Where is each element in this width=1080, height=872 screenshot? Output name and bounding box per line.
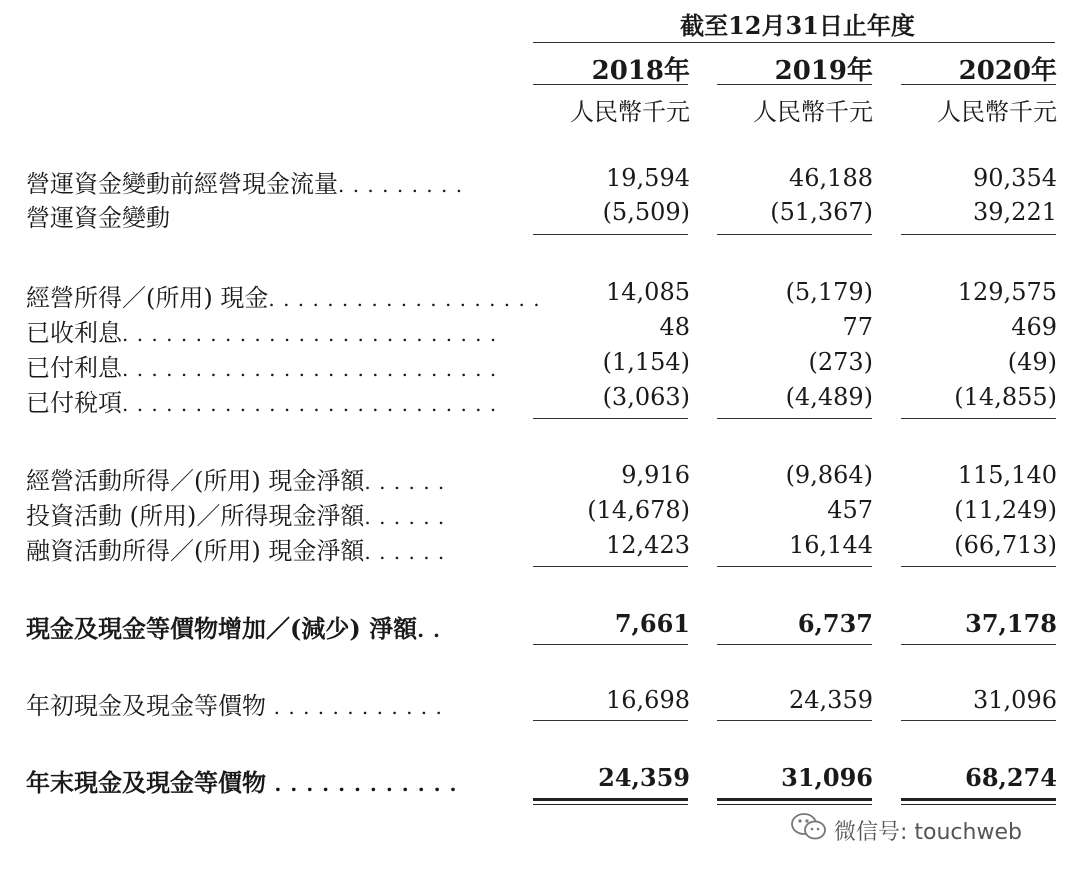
row-value: (273) (808, 348, 873, 376)
row-label: 已收利息. . . . . . . . . . . . . . . . . . . . . . . . . . (26, 319, 498, 347)
unit-2020: 人民幣千元 (937, 98, 1057, 126)
row-value: 31,096 (973, 686, 1057, 714)
row-value: (14,678) (587, 496, 690, 524)
watermark-text: 微信号: touchweb (834, 819, 1022, 845)
year-rule-2018 (533, 84, 688, 85)
row-value: 24,359 (789, 686, 873, 714)
subtotal-rule (901, 720, 1056, 721)
row-label-net-change: 現金及現金等價物增加／(減少) 淨額. . (26, 614, 441, 643)
row-value: (11,249) (954, 496, 1057, 524)
year-2020: 2020年 (958, 56, 1057, 86)
row-value: 457 (827, 496, 873, 524)
row-value: (49) (1007, 348, 1057, 376)
row-label: 營運資金變動 (26, 204, 170, 232)
row-label: 投資活動 (所用)／所得現金淨額. . . . . . (26, 502, 446, 530)
row-value: (5,509) (602, 198, 690, 226)
row-value: 48 (659, 313, 690, 341)
subtotal-rule (533, 720, 688, 721)
row-value: 6,737 (797, 609, 873, 638)
row-value: 16,144 (789, 531, 873, 559)
row-label: 經營活動所得／(所用) 現金淨額. . . . . . (26, 467, 446, 495)
row-label: 已付利息. . . . . . . . . . . . . . . . . . . . . . . . . . (26, 354, 498, 382)
row-value: 115,140 (957, 461, 1057, 489)
row-label: 已付稅項. . . . . . . . . . . . . . . . . . . . . . . . . . (26, 389, 498, 417)
row-value: 9,916 (621, 461, 690, 489)
year-rule-2019 (717, 84, 872, 85)
subtotal-rule (717, 720, 872, 721)
row-value: 46,188 (789, 164, 873, 192)
row-value: (9,864) (785, 461, 873, 489)
row-value: (1,154) (602, 348, 690, 376)
row-value: 469 (1011, 313, 1057, 341)
watermark (790, 810, 1022, 850)
unit-2019: 人民幣千元 (753, 98, 873, 126)
subtotal-rule (901, 418, 1056, 419)
row-value: 37,178 (965, 609, 1057, 638)
subtotal-rule (717, 234, 872, 235)
row-value: 129,575 (957, 278, 1057, 306)
subtotal-rule (533, 566, 688, 567)
subtotal-rule (717, 566, 872, 567)
row-label-year-end: 年末現金及現金等價物 . . . . . . . . . . . . (26, 768, 458, 797)
wechat-icon (790, 811, 834, 849)
row-value: (5,179) (785, 278, 873, 306)
row-label: 融資活動所得／(所用) 現金淨額. . . . . . (26, 537, 446, 565)
subtotal-rule (533, 644, 688, 645)
row-value: (4,489) (785, 383, 873, 411)
row-value: 24,359 (598, 763, 690, 792)
year-rule-2020 (901, 84, 1056, 85)
row-value: 68,274 (965, 763, 1057, 792)
row-value: 77 (842, 313, 873, 341)
row-label: 營運資金變動前經營現金流量. . . . . . . . . (26, 170, 464, 198)
row-value: (3,063) (602, 383, 690, 411)
period-header: 截至12月31日止年度 (680, 11, 915, 40)
row-value: (14,855) (954, 383, 1057, 411)
header-rule (533, 42, 1055, 43)
subtotal-rule (717, 418, 872, 419)
unit-2018: 人民幣千元 (570, 98, 690, 126)
total-double-rule (901, 798, 1056, 805)
total-double-rule (717, 798, 872, 805)
row-value: 31,096 (781, 763, 873, 792)
year-2018: 2018年 (591, 56, 690, 86)
row-value: 14,085 (606, 278, 690, 306)
row-value: 12,423 (606, 531, 690, 559)
row-label: 年初現金及現金等價物 . . . . . . . . . . . . (26, 692, 443, 720)
row-value: 19,594 (606, 164, 690, 192)
row-label: 經營所得／(所用) 現金. . . . . . . . . . . . . . . . . . . (26, 284, 541, 312)
subtotal-rule (533, 234, 688, 235)
subtotal-rule (717, 644, 872, 645)
total-double-rule (533, 798, 688, 805)
row-value: (66,713) (954, 531, 1057, 559)
row-value: 16,698 (606, 686, 690, 714)
row-value: 7,661 (614, 609, 690, 638)
subtotal-rule (533, 418, 688, 419)
row-value: 39,221 (973, 198, 1057, 226)
subtotal-rule (901, 566, 1056, 567)
subtotal-rule (901, 234, 1056, 235)
row-value: (51,367) (770, 198, 873, 226)
year-2019: 2019年 (774, 56, 873, 86)
subtotal-rule (901, 644, 1056, 645)
row-value: 90,354 (973, 164, 1057, 192)
